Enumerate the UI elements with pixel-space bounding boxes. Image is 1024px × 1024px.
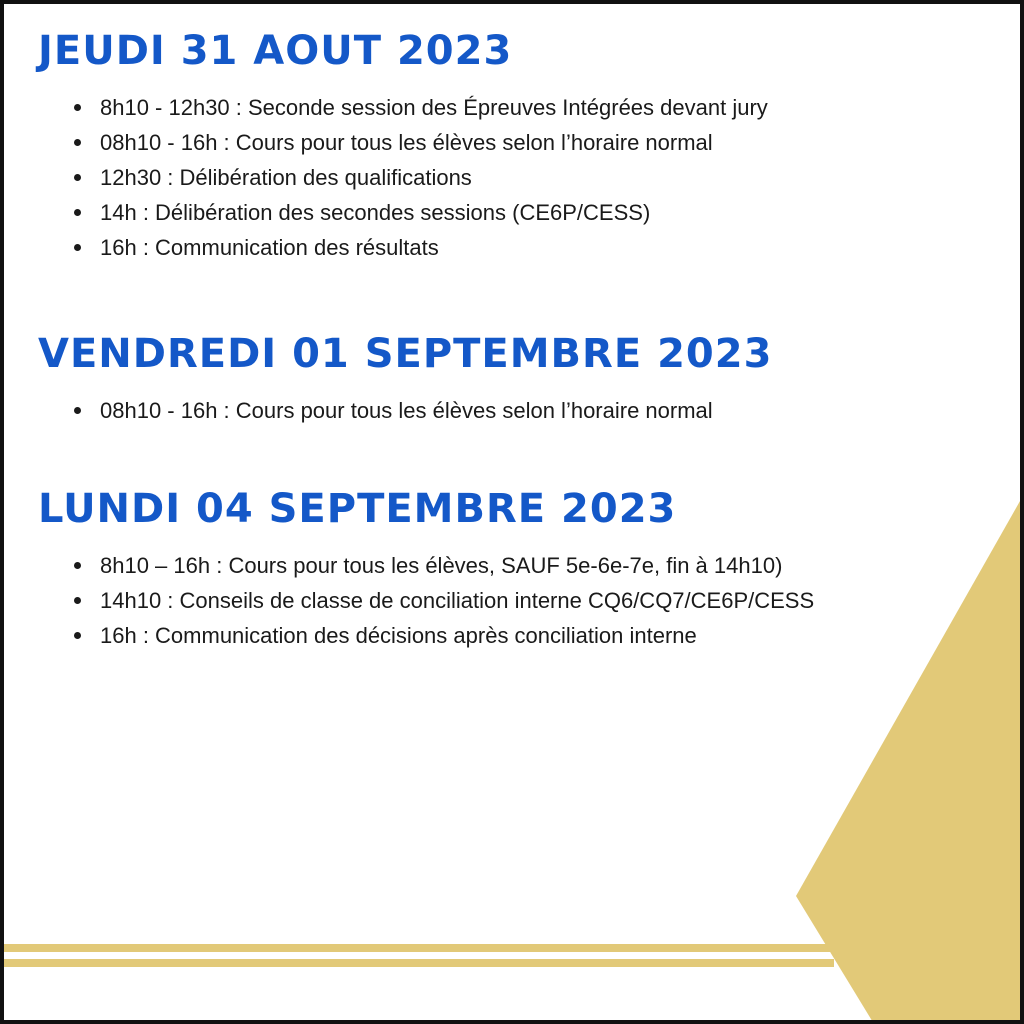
bullet-icon	[74, 597, 81, 604]
event-list	[38, 548, 978, 653]
schedule-content	[38, 22, 978, 653]
gold-stripe-bottom	[4, 959, 834, 967]
event-text: 08h10 - 16h : Cours pour tous les élèves selon l’horaire normal	[100, 398, 713, 423]
bullet-icon	[74, 104, 81, 111]
event-list	[38, 90, 978, 265]
event-item	[72, 618, 978, 653]
day-section-jeudi	[38, 22, 978, 265]
bullet-icon	[74, 174, 81, 181]
event-text: 08h10 - 16h : Cours pour tous les élèves selon l’horaire normal	[100, 130, 713, 155]
event-text: 8h10 – 16h : Cours pour tous les élèves, SAUF 5e-6e-7e, fin à 14h10)	[100, 553, 783, 578]
event-text: 12h30 : Délibération des qualifications	[100, 165, 472, 190]
day-section-vendredi	[38, 325, 978, 428]
event-item	[72, 160, 978, 195]
event-item	[72, 393, 978, 428]
bullet-icon	[74, 244, 81, 251]
day-section-lundi	[38, 480, 978, 653]
bullet-icon	[74, 407, 81, 414]
gold-stripe-top	[4, 944, 834, 952]
bullet-icon	[74, 632, 81, 639]
event-text: 8h10 - 12h30 : Seconde session des Épreuves Intégrées devant jury	[100, 95, 768, 120]
event-text: 14h : Délibération des secondes sessions (CE6P/CESS)	[100, 200, 651, 225]
event-text: 16h : Communication des résultats	[100, 235, 439, 260]
bullet-icon	[74, 562, 81, 569]
day-title: LUNDI 04 SEPTEMBRE 2023	[38, 486, 677, 532]
bullet-icon	[74, 139, 81, 146]
event-item	[72, 230, 978, 265]
day-title: JEUDI 31 AOUT 2023	[38, 28, 513, 74]
event-item	[72, 125, 978, 160]
event-item	[72, 548, 978, 583]
event-item	[72, 195, 978, 230]
event-text: 14h10 : Conseils de classe de conciliation interne CQ6/CQ7/CE6P/CESS	[100, 588, 815, 613]
event-item	[72, 90, 978, 125]
bullet-icon	[74, 209, 81, 216]
day-title: VENDREDI 01 SEPTEMBRE 2023	[38, 331, 773, 377]
event-item	[72, 583, 978, 618]
event-list	[38, 393, 978, 428]
event-text: 16h : Communication des décisions après conciliation interne	[100, 623, 697, 648]
